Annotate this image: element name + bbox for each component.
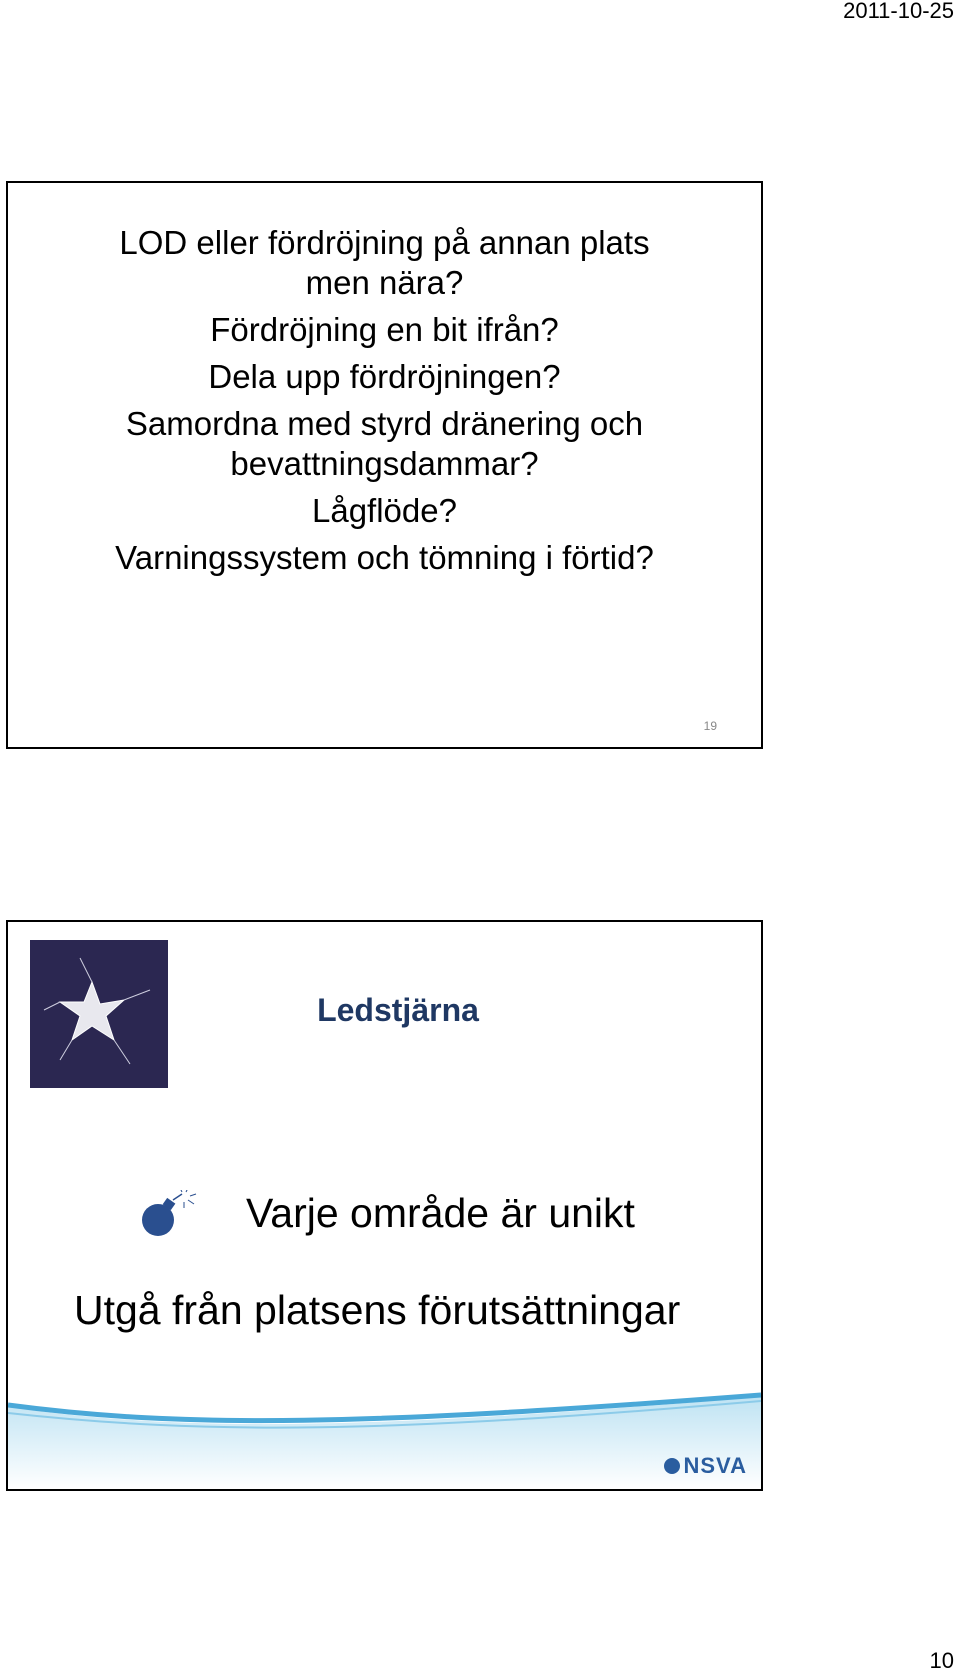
nsva-logo: [664, 1453, 748, 1479]
slide-ledstjarna: [6, 920, 763, 1491]
logo-text: NSVA: [683, 1453, 747, 1478]
line-fordrojning: Fördröjning en bit ifrån?: [210, 311, 559, 348]
bomb-icon: [138, 1190, 202, 1238]
statement-unique-area: Varje område är unikt: [246, 1190, 635, 1236]
line-varningssystem: Varningssystem och tömning i förtid?: [115, 539, 654, 576]
statement-start-from-site: Utgå från platsens förutsättningar: [74, 1287, 681, 1333]
line-lagflode: Lågflöde?: [312, 492, 457, 529]
page-date: 2011-10-25: [843, 0, 954, 23]
slide-text: [8, 223, 761, 578]
logo-drop-icon: [664, 1458, 680, 1474]
line-dela-upp: Dela upp fördröjningen?: [208, 358, 561, 395]
line-samordna: Samordna med styrd dränering och bevattningsdammar?: [125, 405, 644, 482]
line-lod: LOD eller fördröjning på annan plats men nära?: [119, 224, 650, 301]
page-number: 10: [929, 1648, 954, 1673]
wave-decoration: [8, 1389, 761, 1489]
slide-title: Ledstjärna: [317, 992, 479, 1028]
slide-number: 19: [703, 719, 717, 733]
slide-19: [6, 181, 763, 749]
